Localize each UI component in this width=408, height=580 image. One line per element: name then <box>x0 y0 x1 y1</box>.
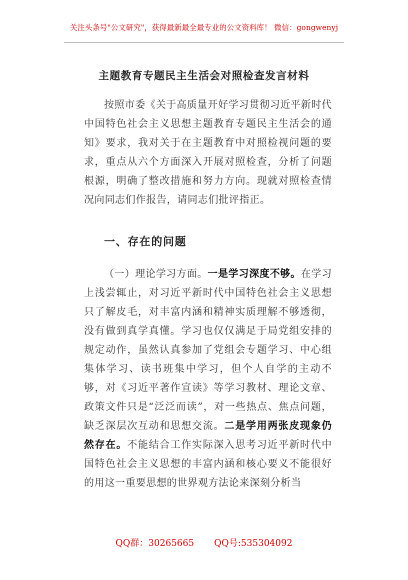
intro-paragraph: 按照市委《关于高质量开好学习贯彻习近平新时代中国特色社会主义思想主题教育专题民主生活会的通知》要求，我对关于在主题教育中对照检视问题的要求，重点从六个方面深入开展对照检查，分析了问题根源，明确了整改措施和努力方向。现就对照检查情况向同志们作报告，请同志们批评指正。 <box>84 100 332 206</box>
footer-qq-number: QQ号:535304092 <box>214 539 293 549</box>
header-divider <box>64 42 344 43</box>
point-two-heading: 二是学用两张皮现象仍然存在。 <box>84 421 332 451</box>
footer-qq-group: QQ群：30265665 <box>115 539 195 549</box>
point-one-heading: 一是学习深度不够。 <box>207 269 301 280</box>
header-banner: 关注头条号"公文研究"，获得最新最全最专业的公文资料库！ 微信：gongwenyj <box>69 23 339 32</box>
section-heading-problems: 一、存在的问题 <box>104 235 187 248</box>
item-lead: （一）理论学习方面。 <box>104 269 208 280</box>
document-title: 主题教育专题民主生活会对照检查发言材料 <box>98 70 310 82</box>
theory-study-paragraph <box>84 265 332 493</box>
point-two-text: 不能结合工作实际深入思考习近平新时代中国特色社会主义思想的丰富内涵和核心要义不能很好的用这一重要思想的世界观方法论来深刻分析当 <box>84 440 332 489</box>
footer-contact <box>0 536 408 549</box>
point-one-text: 在学习上浅尝辄止，对习近平新时代中国特色社会主义思想只了解皮毛，对丰富内涵和精神实质理解不够透彻，没有做到真学真懂。学习也仅仅满足于局党组安排的规定动作，虽然认真参加了党组会专题学习、中心组集体学习、读书班集中学习，但个人自学的主动不够，对《习近平著作宣读》等学习教材、理论文章、政策文件只是“泛泛而读”，对一些热点、焦点问题，缺乏深层次互动和思想交流。 <box>84 269 332 432</box>
